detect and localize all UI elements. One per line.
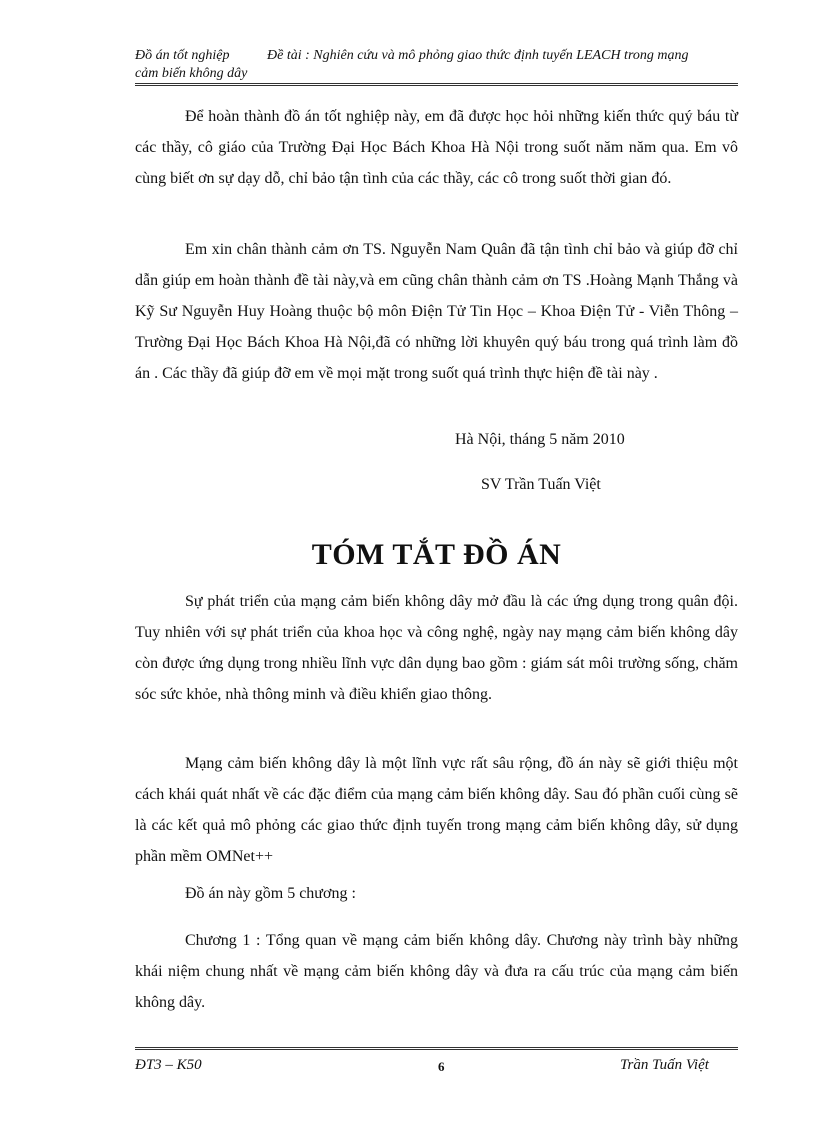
signature: SV Trần Tuấn Việt <box>481 476 601 493</box>
summary-paragraph-2 <box>135 748 738 872</box>
summary-paragraph-3 <box>135 878 738 909</box>
acknowledgement-paragraph-2 <box>135 234 738 389</box>
page-number: 6 <box>438 1059 445 1074</box>
header-doc-type: Đồ án tốt nghiệp <box>135 48 230 63</box>
header-topic: Đề tài : Nghiên cứu và mô phỏng giao thức định tuyến LEACH trong mạng <box>267 48 689 63</box>
footer-author: Trần Tuấn Việt <box>620 1057 709 1073</box>
paragraph-text: Mạng cảm biến không dây là một lĩnh vực rất sâu rộng, đồ án này sẽ giới thiệu một cách khái quát nhất về các đặc điểm của mạng cảm biến không dây. Sau đó phần cuối cùng sẽ là các kết quả mô phỏng các giao thức định tuyến trong mạng cảm biến không dây, sử dụng phần mềm OMNet++ <box>135 755 738 865</box>
summary-paragraph-4 <box>135 925 738 1018</box>
page-header <box>135 47 735 83</box>
paragraph-text: Chương 1 : Tổng quan về mạng cảm biến không dây. Chương này trình bày những khái niệm chung nhất về mạng cảm biến không dây và đưa ra cấu trúc của mạng cảm biến không dây. <box>135 932 738 1011</box>
paragraph-text: Sự phát triển của mạng cảm biến không dây mở đầu là các ứng dụng trong quân đội. Tuy nhiên với sự phát triển của khoa học và công nghệ, ngày nay mạng cảm biến không dây còn được ứng dụng trong nhiều lĩnh vực dân dụng bao gồm : giám sát môi trường sống, chăm sóc sức khỏe, nhà thông minh và điều khiển giao thông. <box>135 593 738 703</box>
header-topic-continued: cảm biến không dây <box>135 66 248 81</box>
section-title: TÓM TẮT ĐỒ ÁN <box>311 538 562 571</box>
footer-divider <box>135 1047 738 1050</box>
paragraph-text: Đồ án này gồm 5 chương : <box>185 885 356 902</box>
footer-class: ĐT3 – K50 <box>135 1057 202 1073</box>
header-divider <box>135 83 738 86</box>
summary-paragraph-1 <box>135 586 738 710</box>
acknowledgement-paragraph-1 <box>135 101 738 194</box>
place-date: Hà Nội, tháng 5 năm 2010 <box>455 431 625 448</box>
paragraph-text: Để hoàn thành đồ án tốt nghiệp này, em đã được học hỏi những kiến thức quý báu từ các thầy, cô giáo của Trường Đại Học Bách Khoa Hà Nội trong suốt năm năm qua. Em vô cùng biết ơn sự dạy dỗ, chỉ bảo tận tình của các thầy, các cô trong suốt thời gian đó. <box>135 108 738 187</box>
paragraph-text: Em xin chân thành cảm ơn TS. Nguyễn Nam Quân đã tận tình chỉ bảo và giúp đỡ chỉ dẫn giúp em hoàn thành đề tài này,và em cũng chân thành cảm ơn TS .Hoàng Mạnh Thắng và Kỹ Sư Nguyễn Huy Hoàng thuộc bộ môn Điện Tử Tin Học – Khoa Điện Tử - Viễn Thông – Trường Đại Học Bách Khoa Hà Nội,đã có những lời khuyên quý báu trong quá trình làm đồ án . Các thầy đã giúp đỡ em về mọi mặt trong suốt quá trình thực hiện đề tài này . <box>135 241 738 382</box>
